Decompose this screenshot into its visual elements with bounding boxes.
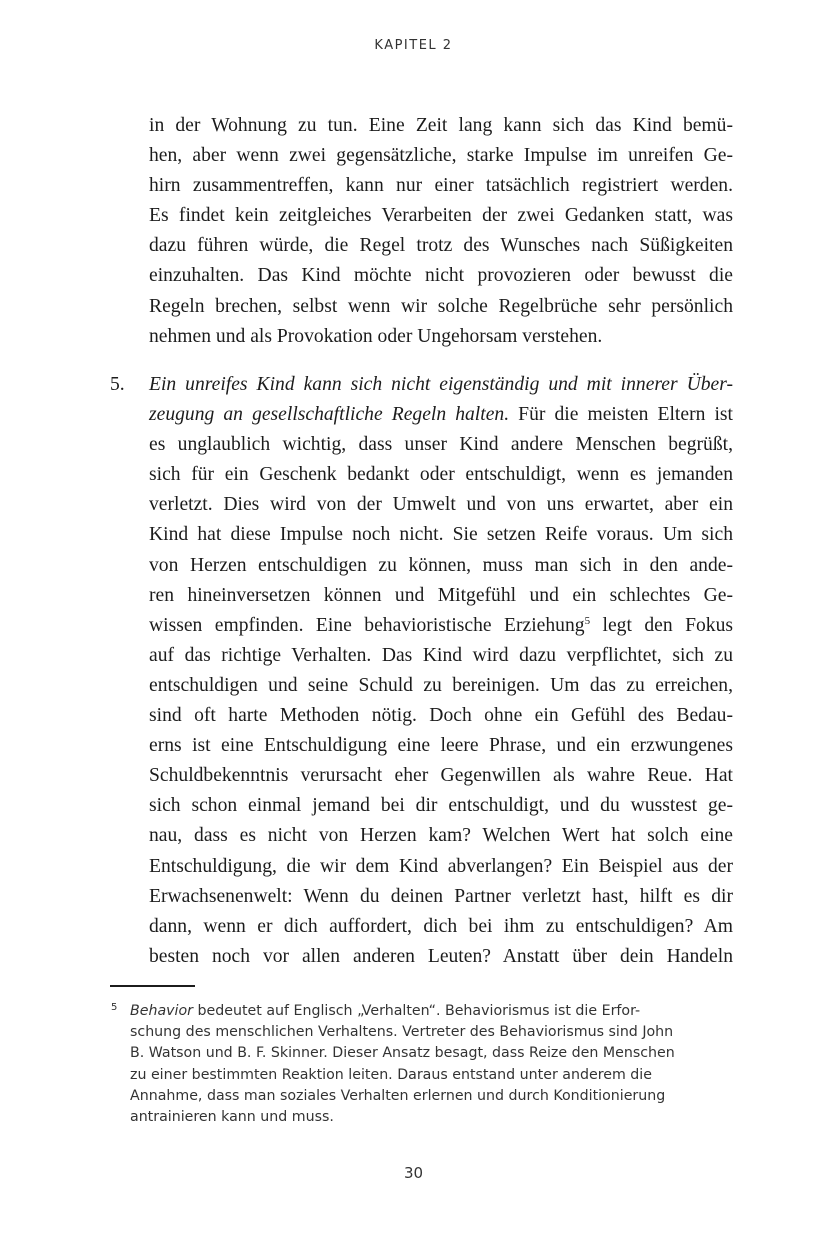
paragraph-continuation bbox=[149, 111, 733, 352]
text-line: hirn zusammentreffen, kann nur einer tatsächlich registriert werden. bbox=[149, 175, 733, 197]
text-line bbox=[149, 400, 733, 430]
italic-heading: zeugung an gesellschaftliche Regeln halten. bbox=[149, 404, 510, 426]
page-number: 30 bbox=[403, 1164, 424, 1182]
footnote-marker: 5 bbox=[111, 1002, 118, 1013]
list-item-5 bbox=[149, 370, 733, 972]
text-line: besten noch vor allen anderen Leuten? Anstatt über dein Handeln bbox=[149, 945, 733, 967]
text-line: auf das richtige Verhalten. Das Kind wird dazu verpflichtet, sich zu bbox=[149, 644, 733, 666]
footnote-line: B. Watson und B. F. Skinner. Dieser Ansatz besagt, dass Reize den Menschen bbox=[130, 1045, 675, 1062]
text-line: verletzt. Dies wird von der Umwelt und von uns erwartet, aber ein bbox=[149, 494, 733, 516]
text-line: von Herzen entschuldigen zu können, muss man sich in den ande- bbox=[149, 554, 733, 576]
text-line: hen, aber wenn zwei gegensätzliche, starke Impulse im unreifen Ge- bbox=[149, 145, 733, 167]
text-line: ren hineinversetzen können und Mitgefühl und ein schlechtes Ge- bbox=[149, 584, 733, 606]
text-line: sind oft harte Methoden nötig. Doch ohne ein Gefühl des Bedau- bbox=[149, 705, 733, 727]
footnote-separator bbox=[110, 985, 195, 987]
text-line: Ein unreifes Kind kann sich nicht eigenständig und mit innerer Über- bbox=[149, 374, 733, 395]
footnote-line: schung des menschlichen Verhaltens. Vertreter des Behaviorismus sind John bbox=[130, 1024, 674, 1041]
text-line: nehmen und als Provokation oder Ungehorsam verstehen. bbox=[149, 325, 603, 347]
text-line bbox=[149, 611, 733, 641]
text-line: Entschuldigung, die wir dem Kind abverlangen? Ein Beispiel aus der bbox=[149, 855, 733, 877]
footnote-line: zu einer bestimmten Reaktion leiten. Daraus entstand unter anderem die bbox=[130, 1066, 652, 1083]
running-header: KAPITEL 2 bbox=[374, 38, 453, 53]
text-line: sich für ein Geschenk bedankt oder entschuldigt, wenn es jemanden bbox=[149, 464, 733, 486]
text-line: Erwachsenenwelt: Wenn du deinen Partner verletzt hast, hilft es dir bbox=[149, 885, 733, 907]
text-run: legt den Fokus bbox=[590, 614, 733, 636]
footnote-line bbox=[130, 1001, 730, 1022]
text-line: Schuldbekenntnis verursacht eher Gegenwillen als wahre Reue. Hat bbox=[149, 765, 733, 787]
text-line: dazu führen würde, die Regel trotz des Wunsches nach Süßigkeiten bbox=[149, 235, 733, 257]
text-line: es unglaublich wichtig, dass unser Kind andere Menschen begrüßt, bbox=[149, 434, 733, 456]
text-run: bedeutet auf Englisch „Verhalten“. Behaviorismus ist die Erfor- bbox=[193, 1003, 641, 1019]
footnote-line: antrainieren kann und muss. bbox=[130, 1109, 334, 1126]
text-run: wissen empfinden. Eine behavioristische Erziehung bbox=[149, 614, 585, 636]
footnote-text bbox=[130, 1001, 730, 1128]
text-line: in der Wohnung zu tun. Eine Zeit lang kann sich das Kind bemü- bbox=[149, 115, 733, 136]
text-line: Kind hat diese Impulse noch nicht. Sie setzen Reife voraus. Um sich bbox=[149, 524, 733, 546]
text-line: Es findet kein zeitgleiches Verarbeiten der zwei Gedanken statt, was bbox=[149, 205, 733, 227]
footnote-line: Annahme, dass man soziales Verhalten erlernen und durch Konditionierung bbox=[130, 1087, 666, 1104]
text-run: Für die meisten Eltern ist bbox=[509, 404, 733, 426]
text-line: erns ist eine Entschuldigung eine leere Phrase, und ein erzwungenes bbox=[149, 735, 733, 757]
text-line: dann, wenn er dich auffordert, dich bei ihm zu entschuldigen? Am bbox=[149, 915, 733, 937]
text-line: Regeln brechen, selbst wenn wir solche Regelbrüche sehr persönlich bbox=[149, 295, 733, 317]
text-line: entschuldigen und seine Schuld zu bereinigen. Um das zu erreichen, bbox=[149, 674, 733, 696]
text-line: sich schon einmal jemand bei dir entschuldigt, und du wusstest ge- bbox=[149, 795, 733, 817]
footnote-term: Behavior bbox=[130, 1003, 193, 1019]
list-item-number: 5. bbox=[110, 374, 125, 395]
text-line: einzuhalten. Das Kind möchte nicht provozieren oder bewusst die bbox=[149, 265, 733, 287]
footnote-reference[interactable]: 5 bbox=[584, 614, 591, 627]
text-line: nau, dass es nicht von Herzen kam? Welchen Wert hat solch eine bbox=[149, 825, 733, 847]
